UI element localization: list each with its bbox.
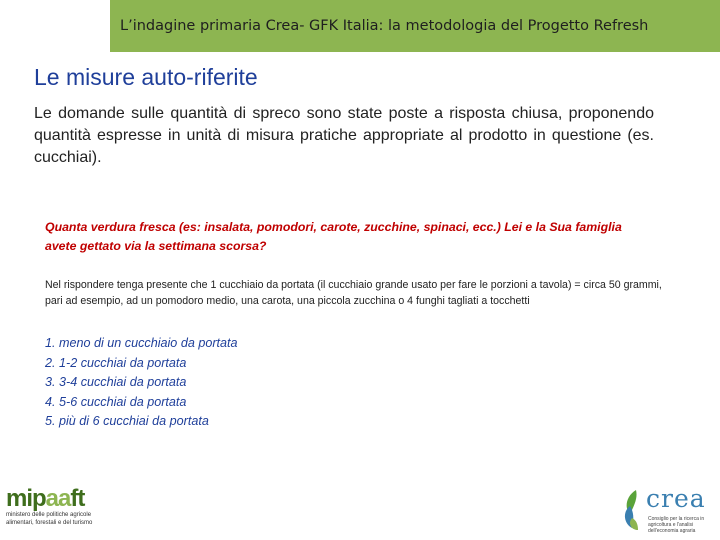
crea-logo <box>622 484 718 538</box>
answer-option: 4. 5-6 cucchiai da portata <box>45 394 187 409</box>
answer-option: 3. 3-4 cucchiai da portata <box>45 375 187 389</box>
answer-option: 5. più di 6 cucchiai da portata <box>45 414 209 428</box>
crea-wordmark: crea <box>646 484 706 513</box>
crea-subtitle: Consiglio per la ricerca in agricoltura e l'analisi dell'economia agraria <box>648 516 705 534</box>
survey-note: Nel rispondere tenga presente che 1 cucchiaio da portata (il cucchiaio grande usato per fare le porzioni a tavola) = circa 50 grammi, pari ad esempio, ad un pomodoro medio, una carota, una piccola zucchina o 4 funghi tagliati a tocchetti <box>45 279 662 307</box>
header-bar <box>110 0 720 52</box>
answer-option: 2. 1-2 cucchiai da portata <box>45 355 187 370</box>
header-title: L’indagine primaria Crea- GFK Italia: la metodologia del Progetto Refresh <box>120 18 649 34</box>
crea-leaf-icon <box>622 488 646 532</box>
mipaaft-wordmark: mipaaft <box>6 485 85 512</box>
mipaaft-logo <box>6 486 106 536</box>
intro-paragraph: Le domande sulle quantità di spreco sono state poste a risposta chiusa, proponendo quantità espresse in unità di misura pratiche appropriate al prodotto in questione (es. cucchiai). <box>34 105 654 166</box>
slide-title: Le misure auto-riferite <box>34 64 258 90</box>
survey-question: Quanta verdura fresca (es: insalata, pomodori, carote, zucchine, spinaci, ecc.) Lei e la Sua famiglia avete gettato via la settimana scorsa? <box>45 220 622 253</box>
mipaaft-subtitle: ministero delle politiche agricole alimentari, forestali e del turismo <box>6 512 93 526</box>
answer-options-list <box>45 334 445 432</box>
answer-option: 1. meno di un cucchiaio da portata <box>45 336 238 350</box>
